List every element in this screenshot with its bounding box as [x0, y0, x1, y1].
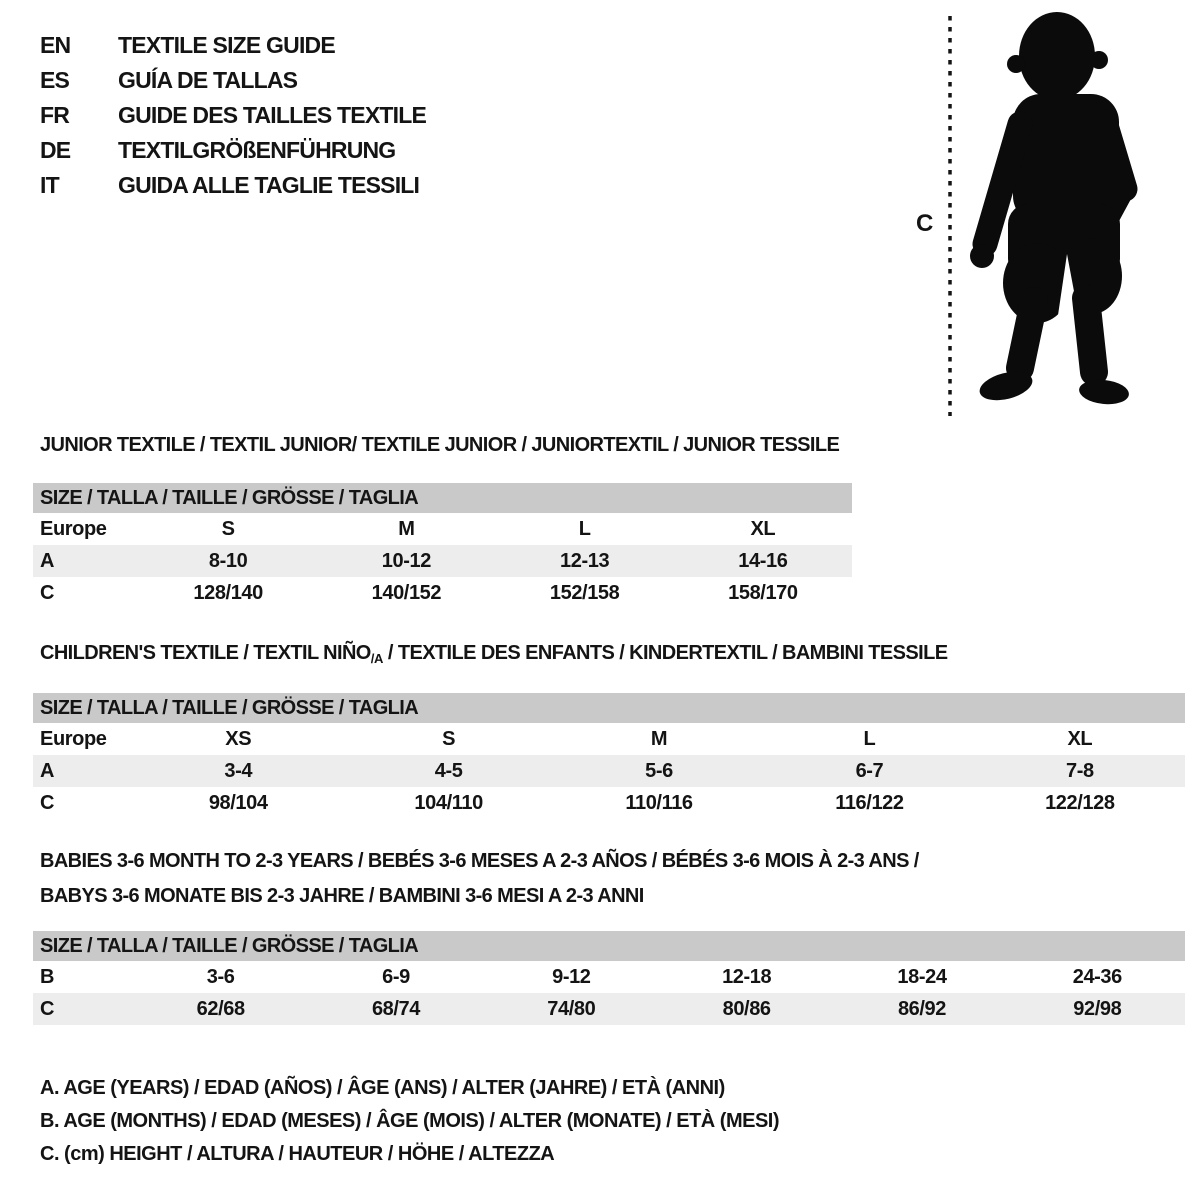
footnote-b: B. AGE (MONTHS) / EDAD (MESES) / ÂGE (MOIS) / ALTER (MONATE) / ETÀ (MESI)	[40, 1110, 780, 1132]
row-label: C	[40, 997, 55, 1020]
row-label: A	[40, 549, 55, 572]
baby-silhouette	[900, 0, 1170, 430]
size-value: 104/110	[414, 791, 483, 814]
size-value: XL	[750, 517, 776, 540]
children-heading-subscript: /A	[370, 651, 383, 666]
language-title-list	[40, 28, 426, 203]
language-code: ES	[40, 67, 70, 93]
size-value: 86/92	[897, 997, 946, 1020]
babies-size-table	[33, 931, 1185, 1025]
guide-title-es: GUÍA DE TALLAS	[118, 67, 298, 93]
size-table-header: SIZE / TALLA / TAILLE / GRÖSSE / TAGLIA	[33, 931, 1185, 961]
size-value: 24-36	[1072, 965, 1122, 988]
size-value: 152/158	[549, 581, 620, 604]
guide-title-it: GUIDA ALLE TAGLIE TESSILI	[118, 172, 420, 198]
size-table-header: SIZE / TALLA / TAILLE / GRÖSSE / TAGLIA	[33, 483, 852, 513]
size-value: 74/80	[547, 997, 596, 1020]
size-value: 92/98	[1073, 997, 1122, 1020]
size-value: 8-10	[208, 549, 248, 572]
children-size-table	[33, 693, 1185, 819]
size-row-c	[33, 577, 852, 609]
language-code: EN	[40, 32, 71, 58]
size-value: S	[442, 727, 456, 750]
size-value: 80/86	[722, 997, 771, 1020]
row-label: A	[40, 759, 55, 782]
guide-title-fr: GUIDE DES TAILLES TEXTILE	[118, 102, 426, 128]
size-value: 122/128	[1045, 791, 1115, 814]
size-value: 158/170	[728, 581, 798, 604]
size-row-c	[33, 993, 1185, 1025]
language-code: DE	[40, 137, 71, 163]
size-value: XS	[225, 727, 252, 750]
size-value: 9-12	[552, 965, 591, 988]
size-row-europe	[33, 513, 852, 545]
footnote-c: C. (cm) HEIGHT / ALTURA / HAUTEUR / HÖHE / ALTEZZA	[40, 1143, 555, 1165]
size-row-a	[33, 545, 852, 577]
size-value: 6-7	[855, 759, 884, 782]
babies-heading-line1: BABIES 3-6 MONTH TO 2-3 YEARS / BEBÉS 3-6 MESES A 2-3 AÑOS / BÉBÉS 3-6 MOIS À 2-3 ANS /	[40, 850, 919, 872]
size-value: S	[221, 517, 235, 540]
height-measure-label: C	[916, 210, 934, 237]
footnote-a: A. AGE (YEARS) / EDAD (AÑOS) / ÂGE (ANS) / ALTER (JAHRE) / ETÀ (ANNI)	[40, 1077, 725, 1099]
children-section-heading	[40, 636, 947, 676]
size-value: M	[398, 517, 415, 540]
size-row-europe	[33, 723, 1185, 755]
size-value: 68/74	[371, 997, 421, 1020]
babies-heading-line2: BABYS 3-6 MONATE BIS 2-3 JAHRE / BAMBINI 3-6 MESI A 2-3 ANNI	[40, 885, 644, 907]
baby-silhouette-shape	[970, 12, 1130, 407]
language-row-en	[40, 28, 426, 63]
guide-title-en: TEXTILE SIZE GUIDE	[118, 32, 335, 58]
size-value: XL	[1067, 727, 1093, 750]
size-row-c	[33, 787, 1185, 819]
language-row-es	[40, 63, 426, 98]
footnote-list	[40, 1072, 779, 1171]
size-value: 62/68	[196, 997, 245, 1020]
height-figure	[900, 0, 1170, 430]
size-value: 12-13	[560, 549, 610, 572]
size-value: 3-6	[206, 965, 235, 988]
size-table-header: SIZE / TALLA / TAILLE / GRÖSSE / TAGLIA	[33, 693, 1185, 723]
size-value: M	[650, 727, 668, 750]
size-row-b	[33, 961, 1185, 993]
size-value: 14-16	[738, 549, 788, 572]
size-value: 7-8	[1065, 759, 1094, 782]
size-value: 5-6	[645, 759, 673, 782]
size-value: 140/152	[371, 581, 442, 604]
size-value: 110/116	[625, 791, 693, 814]
babies-section-heading	[40, 844, 919, 914]
size-value: 4-5	[434, 759, 463, 782]
size-value: 128/140	[193, 581, 263, 604]
language-row-de	[40, 133, 426, 168]
row-label: B	[40, 965, 55, 988]
size-value: 12-18	[722, 965, 772, 988]
size-value: 6-9	[382, 965, 410, 988]
row-label: C	[40, 791, 55, 814]
size-row-a	[33, 755, 1185, 787]
size-value: 98/104	[208, 791, 268, 814]
row-label: C	[40, 581, 55, 604]
children-heading-post: / TEXTILE DES ENFANTS / KINDERTEXTIL / BAMBINI TESSILE	[382, 642, 948, 664]
children-heading-pre: CHILDREN'S TEXTILE / TEXTIL NIÑO	[40, 642, 371, 664]
language-code: IT	[40, 172, 59, 198]
language-row-fr	[40, 98, 426, 133]
row-label: Europe	[40, 517, 107, 540]
junior-section-heading: JUNIOR TEXTILE / TEXTIL JUNIOR/ TEXTILE JUNIOR / JUNIORTEXTIL / JUNIOR TESSILE	[40, 434, 840, 456]
size-value: 116/122	[835, 791, 904, 814]
size-value: L	[578, 517, 591, 540]
language-row-it	[40, 168, 426, 203]
size-value: 18-24	[897, 965, 947, 988]
junior-size-table	[33, 483, 852, 609]
size-value: 10-12	[381, 549, 431, 572]
row-label: Europe	[40, 727, 107, 750]
language-code: FR	[40, 102, 70, 128]
guide-title-de: TEXTILGRÖßENFÜHRUNG	[118, 137, 396, 163]
size-value: 3-4	[224, 759, 253, 782]
size-value: L	[863, 727, 876, 750]
